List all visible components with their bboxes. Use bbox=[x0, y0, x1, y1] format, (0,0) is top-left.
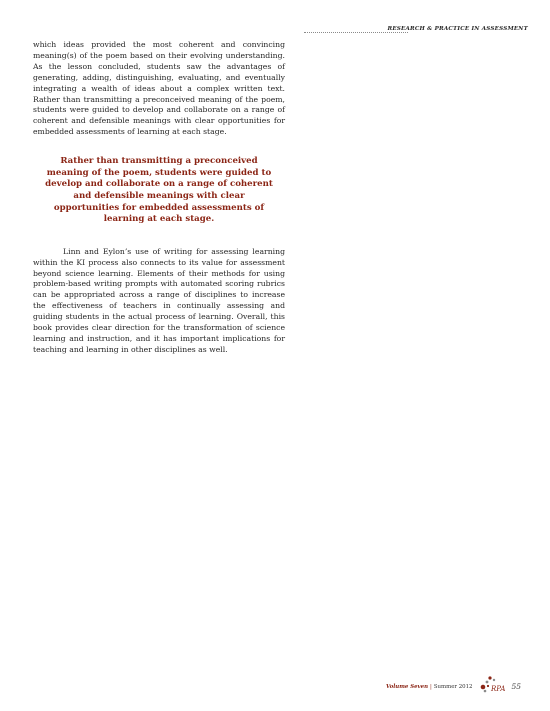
footer-issue-line bbox=[386, 684, 473, 690]
body-paragraph-1: which ideas provided the most coherent and convincing meaning(s) of the poem based on their evolving understanding. As the lesson concluded, students saw the advantages of generating, adding, distinguishing, evaluating, and eventually integrating a wealth of ideas about a complex written text. Rather than transmitting a preconceived meaning of the poem, students were guided to develop and collaborate on a range of coherent and defensible meanings with clear opportunities for embedded assessments of learning at each stage. bbox=[33, 40, 285, 137]
footer-separator: | bbox=[430, 684, 432, 690]
text-column bbox=[33, 40, 285, 356]
page-number: 55 bbox=[511, 682, 521, 691]
logo-text: RPA bbox=[491, 685, 506, 693]
header-dotted-rule bbox=[304, 32, 408, 33]
pull-quote: Rather than transmitting a preconceived meaning of the poem, students were guided to develop and collaborate on a range of coherent and defensible meanings with clear opportunities for embedded assessments of learning at each stage. bbox=[45, 156, 273, 225]
rpa-logo-icon bbox=[479, 675, 505, 695]
footer-volume: Volume Seven bbox=[385, 684, 429, 690]
footer-issue: Summer 2012 bbox=[433, 684, 473, 690]
running-header: RESEARCH & PRACTICE IN ASSESSMENT bbox=[387, 26, 528, 32]
body-paragraph-2: Linn and Eylon’s use of writing for assessing learning within the KI process also connects to its value for assessment beyond science learning. Elements of their methods for using problem-based writing prompts with automated scoring rubrics can be appropriated across a range of disciplines to increase the effectiveness of teachers in continually assessing and guiding students in the actual process of learning. Overall, this book provides clear direction for the transformation of science learning and instruction, and it has important implications for teaching and learning in other disciplines as well. bbox=[33, 246, 285, 354]
page-footer bbox=[386, 678, 521, 692]
